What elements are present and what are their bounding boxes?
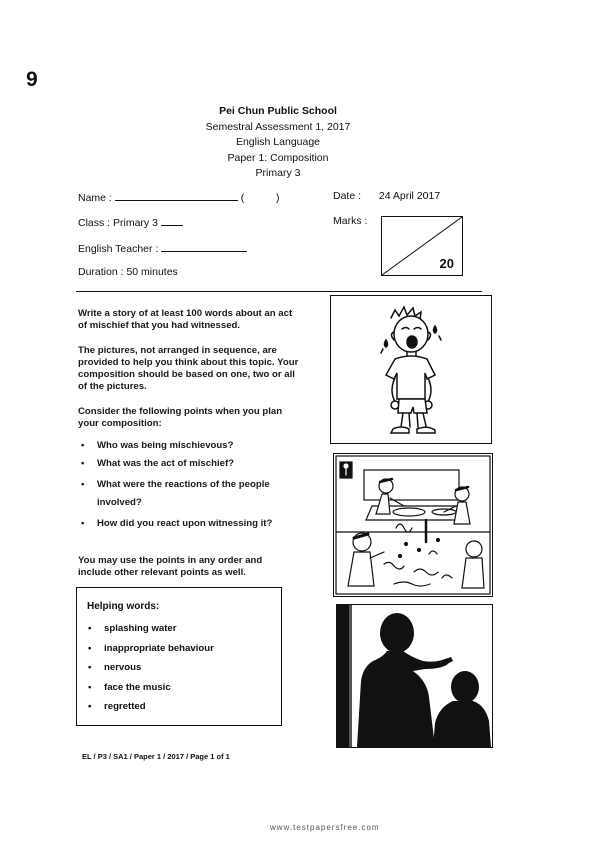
list-item: • What were the reactions of the people involved?	[80, 476, 295, 512]
picture-silhouette-scolding	[336, 604, 493, 748]
picture-washroom-scene	[333, 453, 493, 597]
picture-crying-boy	[330, 295, 492, 444]
name-paren-close: )	[276, 192, 280, 204]
teacher-line[interactable]	[161, 241, 247, 252]
teacher-row	[78, 241, 247, 255]
school-name: Pei Chun Public School	[219, 105, 337, 117]
divider	[76, 291, 482, 292]
date-label: Date :	[333, 190, 362, 202]
points-list	[80, 440, 295, 536]
helping-words-box	[76, 587, 282, 726]
list-item: • What was the act of mischief?	[80, 458, 295, 470]
crying-boy-illustration	[331, 296, 491, 443]
watermark: www.testpapersfree.com	[270, 823, 380, 832]
marks-label: Marks :	[333, 215, 368, 227]
name-line[interactable]	[115, 190, 238, 201]
list-item: • nervous	[87, 662, 214, 682]
duration: Duration : 50 minutes	[78, 266, 178, 278]
task-text: Write a story of at least 100 words about an act of mischief that you had witnessed.	[78, 308, 293, 331]
pictures-note: The pictures, not arranged in sequence, are provided to help you think about this topic. Your composition should be based on one, two or all of the pictures.	[78, 345, 299, 392]
date-row	[333, 190, 440, 202]
silhouette-illustration	[337, 605, 492, 747]
list-item: • regretted	[87, 701, 214, 721]
teacher-label: English Teacher :	[78, 243, 159, 255]
marks-total: 20	[439, 256, 454, 271]
class-row	[78, 215, 183, 229]
exam-header	[0, 104, 556, 182]
marks-box	[381, 216, 463, 276]
name-row	[78, 190, 280, 204]
list-item: • Who was being mischievous?	[80, 440, 295, 452]
page-number: 9	[26, 68, 38, 91]
use-points-text: You may use the points in any order and include other relevant points as well.	[78, 555, 263, 578]
level: Primary 3	[255, 167, 301, 179]
washroom-illustration	[334, 454, 492, 596]
name-paren-open: (	[240, 192, 245, 204]
list-item: • splashing water	[87, 623, 214, 643]
assessment-title: Semestral Assessment 1, 2017	[205, 120, 351, 133]
list-item: • How did you react upon witnessing it?	[80, 518, 295, 530]
paper-title: Paper 1: Composition	[227, 151, 329, 164]
date-value: 24 April 2017	[378, 190, 441, 202]
subject: English Language	[235, 136, 321, 148]
footer: EL / P3 / SA1 / Paper 1 / 2017 / Page 1 of 1	[82, 752, 230, 761]
consider-text: Consider the following points when you plan your composition:	[78, 406, 283, 429]
helping-words-title: Helping words:	[87, 601, 160, 612]
name-label: Name :	[78, 192, 112, 204]
list-item: • face the music	[87, 682, 214, 702]
helping-words-list	[87, 623, 214, 721]
class-label: Class : Primary 3	[78, 217, 158, 229]
list-item: • inappropriate behaviour	[87, 643, 214, 663]
class-line[interactable]	[161, 215, 183, 226]
